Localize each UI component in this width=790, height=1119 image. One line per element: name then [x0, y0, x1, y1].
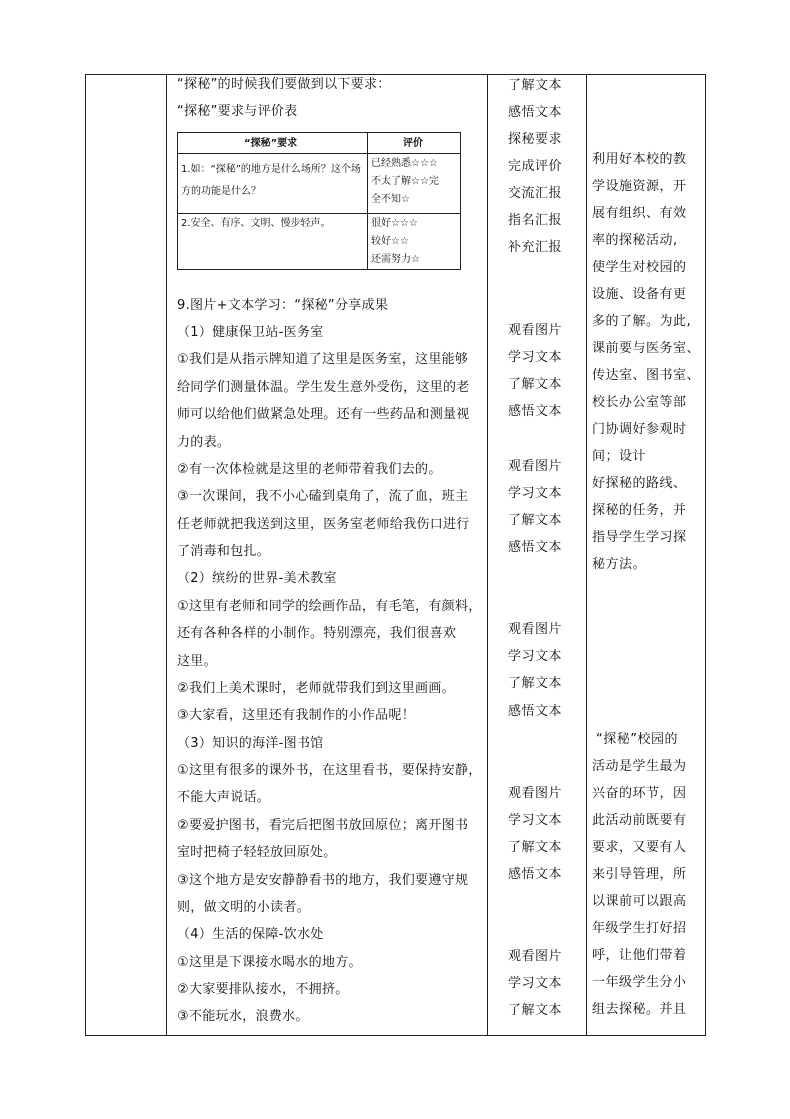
paragraph-line: ①我们是从指示牌知道了这里是医务室，这里能够 — [177, 352, 469, 367]
design-line: 门协调好参观时 — [592, 422, 687, 437]
design-line: 呼，让他们带着 — [592, 948, 687, 963]
design-line: 好探秘的路线、 — [592, 476, 687, 491]
activity-item: 感悟文本 — [508, 540, 563, 555]
design-line: 间；设计 — [592, 449, 647, 464]
paragraph-line: ②有一次体检就是这里的老师带着我们去的。 — [177, 462, 442, 477]
activity-item: 探秘要求 — [508, 132, 563, 147]
design-line: 探秘的任务，并 — [592, 503, 687, 518]
paragraph-line: 任老师就把我送到这里，医务室老师给我伤口进行 — [177, 517, 470, 532]
eval-table-rule — [178, 213, 460, 214]
activity-item: 学习文本 — [508, 976, 563, 991]
design-line: 率的探秘活动, — [592, 233, 678, 248]
subsection-heading: （3）知识的海洋-图书馆 — [177, 736, 324, 751]
design-line: 秘方法。 — [592, 557, 647, 572]
activity-item: 交流汇报 — [508, 186, 563, 201]
activity-item: 完成评价 — [508, 159, 563, 174]
activity-item: 学习文本 — [508, 649, 563, 664]
design-line: 学设施资源，开 — [592, 179, 687, 194]
activity-item: 学习文本 — [508, 486, 563, 501]
eval-row1-rating: 已经熟悉☆☆☆ — [371, 158, 438, 169]
column-divider-1 — [166, 74, 167, 1036]
subsection-heading: （1）健康保卫站-医务室 — [177, 325, 324, 340]
eval-row1-requirement: 1.如：“探秘”的地方是什么场所？这个场 — [181, 164, 361, 175]
design-line: 组去探秘。并且 — [592, 1002, 687, 1017]
design-line: 课前要与医务室、 — [592, 341, 701, 356]
activity-item: 感悟文本 — [508, 704, 563, 719]
section-heading: 9.图片+文本学习：“探秘”分享成果 — [177, 298, 389, 313]
paragraph-line: 力的表。 — [177, 435, 231, 450]
activity-item: 了解文本 — [508, 513, 563, 528]
eval-row1-rating: 全不知☆ — [371, 194, 410, 205]
activity-item: 感悟文本 — [508, 105, 563, 120]
design-line: 兴奋的环节，因 — [592, 786, 687, 801]
activity-item: 观看图片 — [508, 622, 563, 637]
design-line: 以课前可以跟高 — [592, 894, 687, 909]
eval-header-requirement: “探秘”要求 — [244, 138, 298, 149]
paragraph-line: ②我们上美术课时，老师就带我们到这里画画。 — [177, 681, 455, 696]
design-line: 利用好本校的教 — [592, 152, 687, 167]
eval-row1-rating: 不太了解☆☆完 — [371, 176, 439, 187]
paragraph-line: 给同学们测量体温。学生发生意外受伤，这里的老 — [177, 380, 470, 395]
design-line: 传达室、图书室、 — [592, 368, 701, 383]
design-line: 活动是学生最为 — [592, 759, 687, 774]
eval-table-rule — [178, 153, 460, 154]
activity-item: 指名汇报 — [508, 213, 563, 228]
activity-item: 观看图片 — [508, 786, 563, 801]
paragraph-line: ②要爱护图书，看完后把图书放回原位；离开图书 — [177, 818, 469, 833]
paragraph-line: 室时把椅子轻轻放回原处。 — [177, 845, 337, 860]
activity-item: 观看图片 — [508, 949, 563, 964]
paragraph-line: ①这里有老师和同学的绘画作品，有毛笔，有颜料， — [177, 599, 482, 614]
activity-item: 了解文本 — [508, 377, 563, 392]
paragraph-line: 师可以给他们做紧急处理。还有一些药品和测量视 — [177, 407, 470, 422]
table-title: “探秘”要求与评价表 — [177, 104, 298, 119]
design-line: “探秘”校园的 — [596, 732, 678, 747]
activity-item: 感悟文本 — [508, 404, 563, 419]
design-line: 年级学生打好招 — [592, 921, 687, 936]
activity-item: 感悟文本 — [508, 867, 563, 882]
design-line: 使学生对校园的 — [592, 260, 687, 275]
design-line: 来引导管理，所 — [592, 867, 687, 882]
activity-item: 学习文本 — [508, 350, 563, 365]
design-line: 此活动前既要有 — [592, 813, 687, 828]
column-divider-2 — [487, 74, 488, 1036]
activity-item: 补充汇报 — [508, 240, 563, 255]
eval-header-evaluation: 评价 — [403, 138, 423, 149]
activity-item: 学习文本 — [508, 813, 563, 828]
paragraph-line: ②大家要排队接水，不拥挤。 — [177, 982, 349, 997]
activity-item: 观看图片 — [508, 459, 563, 474]
paragraph-line: 这里。 — [177, 654, 217, 669]
evaluation-table — [177, 132, 461, 270]
activity-item: 了解文本 — [508, 676, 563, 691]
activity-item: 了解文本 — [508, 1003, 563, 1018]
paragraph-line: 还有各种各样的小制作。特别漂亮，我们很喜欢 — [177, 626, 457, 641]
eval-row2-requirement: 2.安全、有序、文明、慢步轻声。 — [181, 218, 331, 229]
subsection-heading: （2）缤纷的世界-美术教室 — [177, 571, 337, 586]
paragraph-line: ③不能玩水，浪费水。 — [177, 1009, 309, 1024]
design-line: 设施、设备有更 — [592, 287, 687, 302]
paragraph-line: ③大家看，这里还有我制作的小作品呢！ — [177, 708, 416, 723]
design-line: 指导学生学习探 — [592, 530, 687, 545]
subsection-heading: （4）生活的保障-饮水处 — [177, 927, 324, 942]
design-line: 一年级学生分小 — [592, 975, 687, 990]
paragraph-line: ①这里是下课接水喝水的地方。 — [177, 955, 362, 970]
eval-row2-rating: 很好☆☆☆ — [371, 218, 418, 229]
activity-item: 观看图片 — [508, 323, 563, 338]
design-line: 校长办公室等部 — [592, 395, 687, 410]
paragraph-line: 则，做文明的小读者。 — [177, 900, 311, 915]
paragraph-line: 不能大声说话。 — [177, 790, 271, 805]
eval-row2-rating: 还需努力☆ — [371, 254, 420, 265]
design-line: 要求，又要有人 — [592, 840, 687, 855]
paragraph-line: ①这里有很多的课外书，在这里看书，要保持安静， — [177, 763, 482, 778]
column-divider-3 — [586, 74, 587, 1036]
design-line: 展有组织、有效 — [592, 206, 687, 221]
activity-item: 了解文本 — [508, 78, 563, 93]
paragraph-line: ③这个地方是安安静静看书的地方，我们要遵守规 — [177, 873, 469, 888]
paragraph-line: 了消毒和包扎。 — [177, 544, 271, 559]
paragraph-line: ③一次课间，我不小心磕到桌角了，流了血，班主 — [177, 489, 469, 504]
intro-text: “探秘”的时候我们要做到以下要求： — [177, 77, 391, 92]
eval-row2-rating: 较好☆☆ — [371, 236, 409, 247]
design-line: 多的了解。为此, — [592, 314, 692, 329]
eval-row1-requirement: 方的功能是什么？ — [181, 186, 261, 197]
activity-item: 了解文本 — [508, 840, 563, 855]
